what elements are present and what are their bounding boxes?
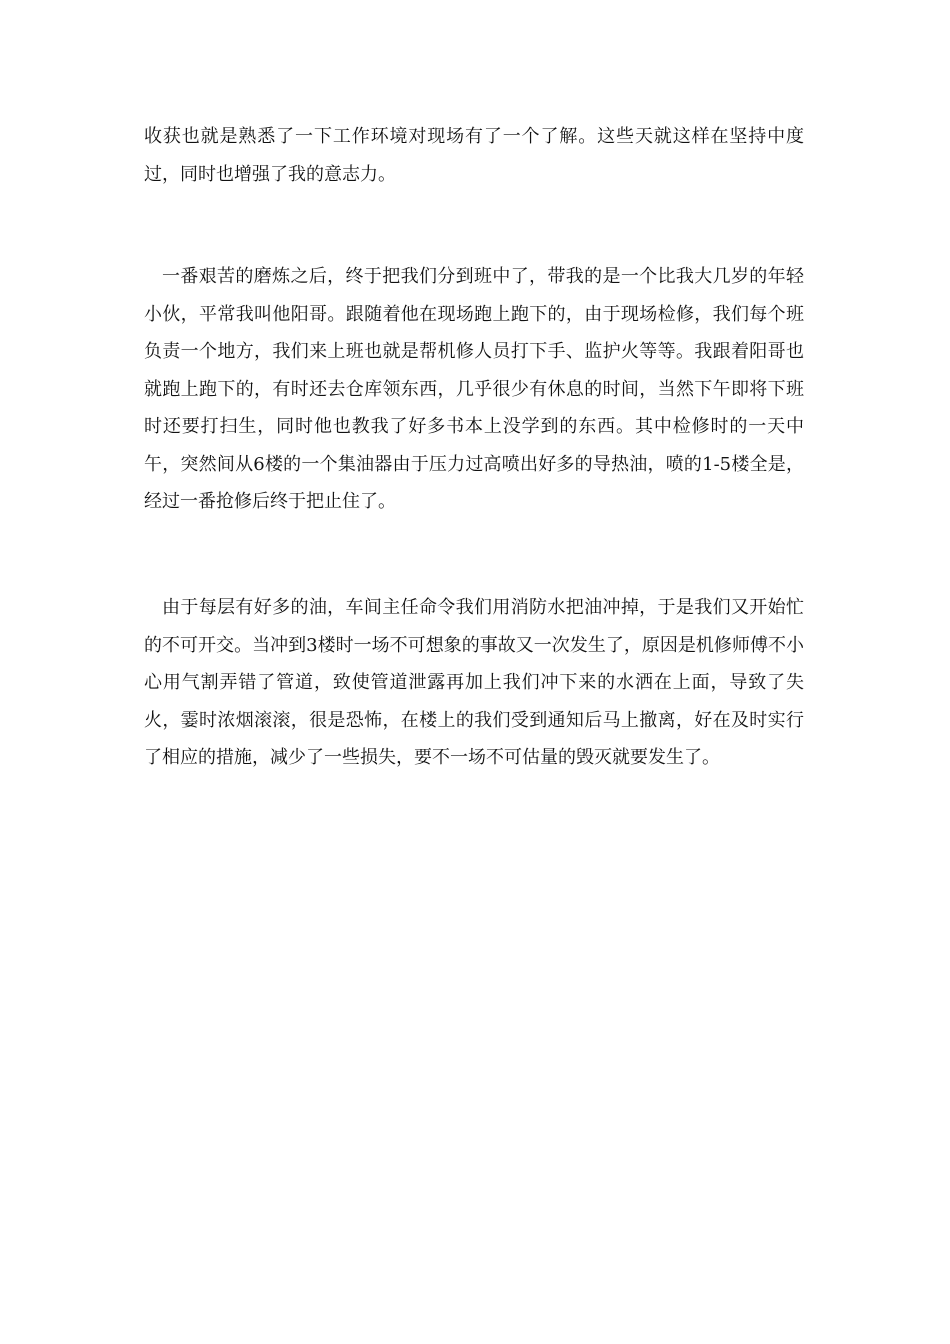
paragraph-3: 由于每层有好多的油，车间主任命令我们用消防水把油冲掉，于是我们又开始忙的不可开交。当冲到3楼时一场不可想象的事故又一次发生了，原因是机修师傅不小心用气割弄错了管道，致使管道泄露再加上我们冲下来的水洒在上面，导致了失火，霎时浓烟滚滚，很是恐怖，在楼上的我们受到通知后马上撤离，好在及时实行了相应的措施，减少了一些损失，要不一场不可估量的毁灭就要发生了。 xyxy=(144,597,804,768)
paragraph-1: 收获也就是熟悉了一下工作环境对现场有了一个了解。这些天就这样在坚持中度过，同时也增强了我的意志力。 xyxy=(144,126,804,185)
paragraph-2: 一番艰苦的磨炼之后，终于把我们分到班中了，带我的是一个比我大几岁的年轻小伙，平常我叫他阳哥。跟随着他在现场跑上跑下的，由于现场检修，我们每个班负责一个地方，我们来上班也就是帮机修人员打下手、监护火等等。我跟着阳哥也就跑上跑下的，有时还去仓库领东西，几乎很少有休息的时间，当然下午即将下班时还要打扫生，同时他也教我了好多书本上没学到的东西。其中检修时的一天中午，突然间从6楼的一个集油器由于压力过高喷出好多的导热油，喷的1-5楼全是，经过一番抢修后终于把止住了。 xyxy=(144,266,804,512)
